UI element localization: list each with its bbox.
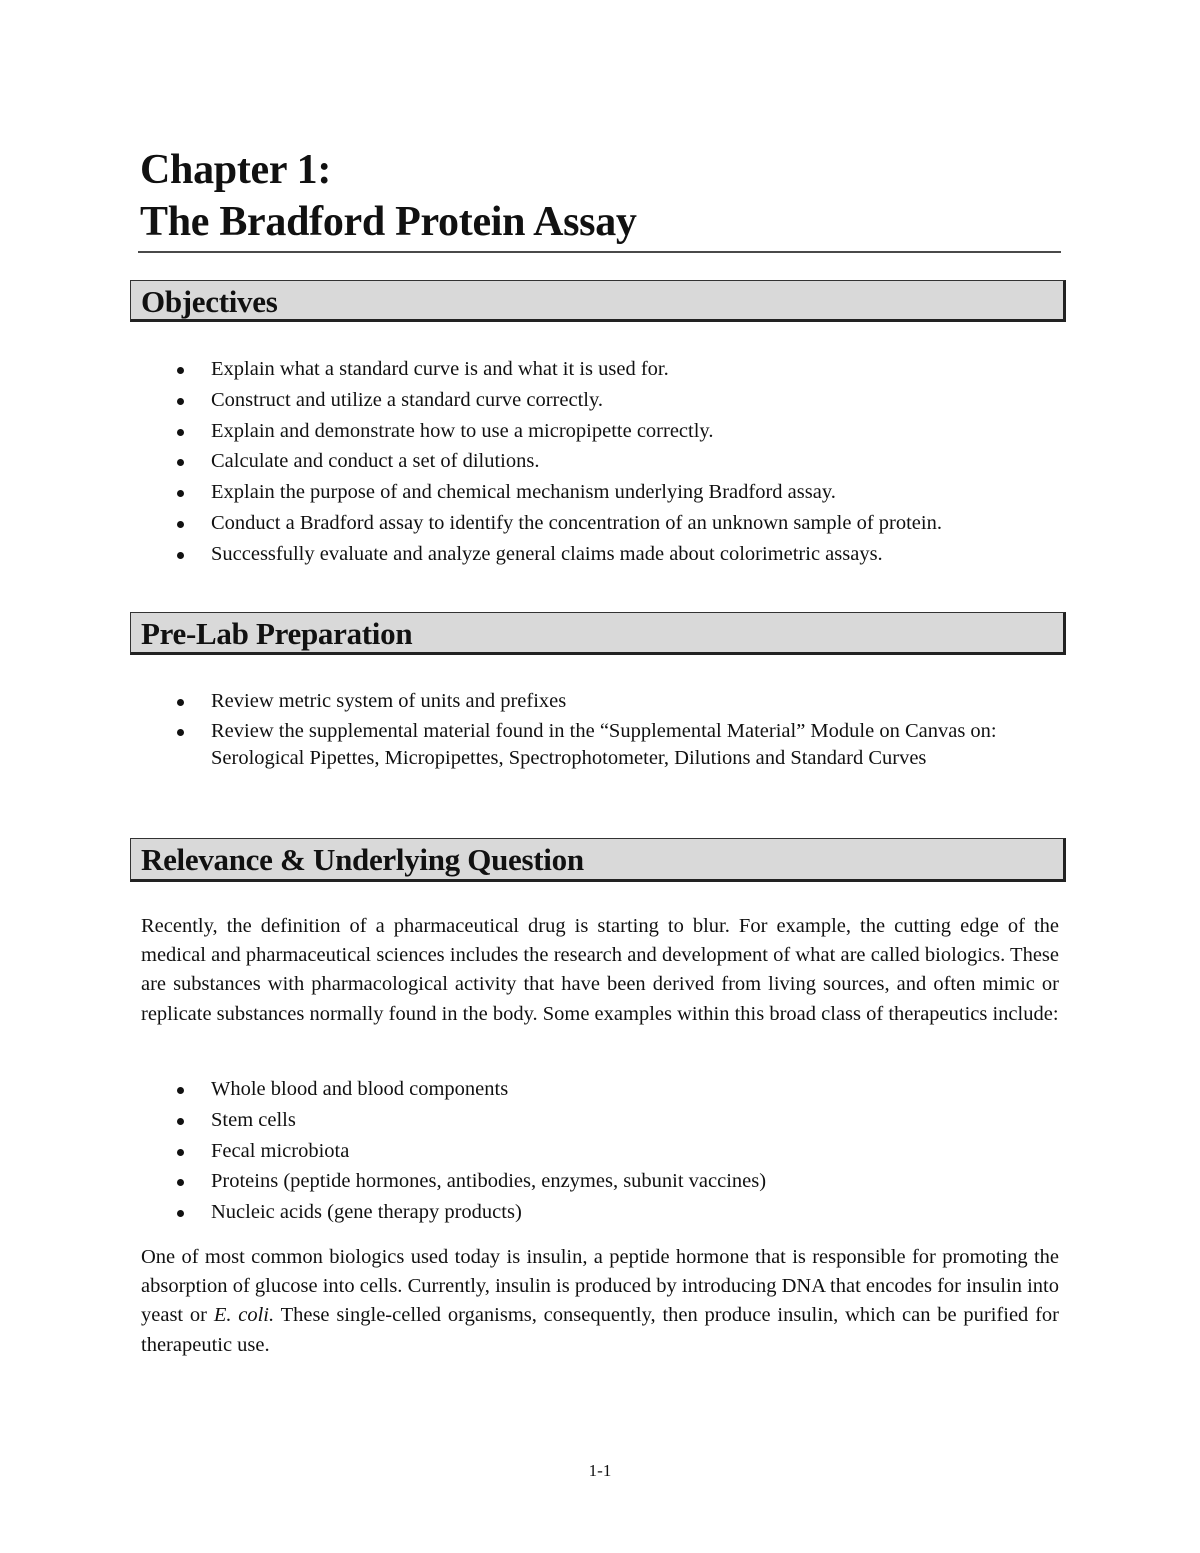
bullet-dot-icon: [177, 1087, 184, 1094]
list-item-text: Conduct a Bradford assay to identify the concentration of an unknown sample of protein.: [211, 511, 942, 534]
bullet-dot-icon: [177, 398, 184, 405]
bullet-dot-icon: [177, 1118, 184, 1125]
list-item: [172, 1107, 1052, 1134]
list-item: [172, 541, 1052, 568]
list-item-text: Whole blood and blood components: [211, 1078, 509, 1100]
chapter-label: Chapter 1:: [140, 147, 332, 193]
list-item: [172, 510, 1052, 537]
list-item: [172, 448, 1052, 475]
relevance-paragraph-2: [141, 1243, 1059, 1360]
list-item-text: Review metric system of units and prefixes: [211, 690, 567, 712]
list-item: [172, 479, 1052, 506]
bullet-dot-icon: [177, 1179, 184, 1186]
list-item: [172, 718, 1011, 772]
section-header-prelab: [130, 612, 1066, 655]
biologics-examples-list: [172, 1076, 1052, 1230]
list-item-text: Review the supplemental material found in the “Supplemental Material” Module on Canvas on: Serological Pipettes, Micropipettes, Spectrophotometer, Dilutions and Standard Curves: [211, 720, 997, 769]
list-item-text: Calculate and conduct a set of dilutions.: [211, 450, 540, 473]
bullet-dot-icon: [177, 1149, 184, 1156]
section-heading: Relevance & Underlying Question: [141, 842, 584, 877]
bullet-dot-icon: [177, 699, 184, 706]
list-item-text: Explain what a standard curve is and what it is used for.: [211, 358, 669, 380]
page-number: 1-1: [588, 1461, 612, 1480]
bullet-dot-icon: [177, 490, 184, 497]
section-header-relevance: [130, 838, 1066, 882]
list-item-text: Stem cells: [211, 1108, 296, 1131]
bullet-dot-icon: [177, 521, 184, 528]
organism-name-italic: E. coli.: [213, 1304, 275, 1327]
list-item-text: Nucleic acids (gene therapy products): [211, 1201, 522, 1224]
list-item-text: Construct and utilize a standard curve correctly.: [211, 388, 604, 411]
paragraph-text: One of most common biologics used today is insulin, a peptide hormone that is responsible for promoting the absorption of glucose into cells. Currently, insulin is produced by introducing DNA that encodes for insulin into yeast or: [141, 1246, 1059, 1327]
list-item-text: Explain the purpose of and chemical mechanism underlying Bradford assay.: [211, 481, 836, 504]
bullet-dot-icon: [177, 429, 184, 436]
section-heading: Objectives: [141, 284, 278, 319]
prelab-list: [172, 688, 1052, 775]
list-item: [172, 688, 1052, 715]
list-item: [172, 1199, 1052, 1226]
bullet-dot-icon: [177, 552, 184, 559]
chapter-title: The Bradford Protein Assay: [140, 199, 637, 245]
list-item-text: Successfully evaluate and analyze general claims made about colorimetric assays.: [211, 542, 883, 565]
chapter-heading: [140, 144, 1061, 248]
paragraph-text: These single-celled organisms, consequently, then produce insulin, which can be purified for therapeutic use.: [141, 1304, 1060, 1356]
list-item: [172, 418, 1052, 445]
bullet-dot-icon: [177, 459, 184, 466]
relevance-paragraph-1: Recently, the definition of a pharmaceutical drug is starting to blur. For example, the cutting edge of the medical and pharmaceutical sciences includes the research and development of what are called biologics. These are substances with pharmacological activity that have been derived from living sources, and often mimic or replicate substances normally found in the body. Some examples within this broad class of therapeutics include:: [141, 915, 1059, 1025]
bullet-dot-icon: [177, 1210, 184, 1217]
list-item: [172, 1138, 1052, 1165]
list-item: [172, 387, 1052, 414]
list-item-text: Explain and demonstrate how to use a micropipette correctly.: [211, 419, 714, 442]
section-heading: Pre-Lab Preparation: [141, 616, 413, 651]
bullet-dot-icon: [177, 367, 184, 374]
section-header-objectives: [130, 280, 1066, 322]
list-item-text: Proteins (peptide hormones, antibodies, enzymes, subunit vaccines): [211, 1170, 767, 1193]
objectives-list: [172, 356, 1052, 572]
list-item: [172, 1076, 1052, 1103]
bullet-dot-icon: [177, 729, 184, 736]
list-item: [172, 1168, 1052, 1195]
title-divider: [138, 251, 1061, 253]
list-item: [172, 356, 1052, 383]
list-item-text: Fecal microbiota: [211, 1139, 350, 1162]
